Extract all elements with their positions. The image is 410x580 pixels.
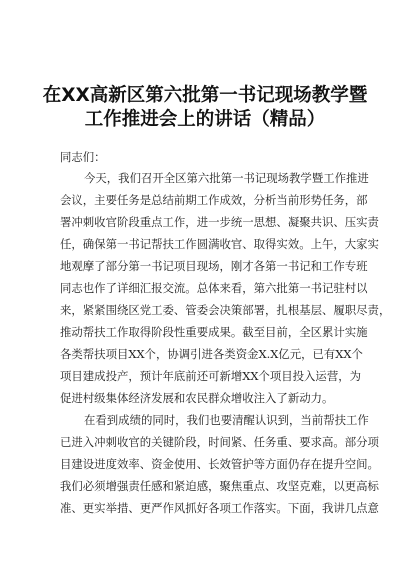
body-line: 准、更实举措、更严作风抓好各项工作落实。下面，我讲几点意 [60,501,379,515]
body-line: 促进村级集体经济发展和农民群众增收注入了新动力。 [60,391,334,405]
body-line: 来，紧紧围绕区党工委、管委会决策部署，扎根基层、履职尽责， [60,303,391,317]
body-line: 会议，主要任务是总结前期工作成效，分析当前形势任务，部 [60,193,368,207]
salutation: 同志们： [60,150,106,164]
body-line: 任，确保第一书记帮扶工作圆满收官、取得实效。上午，大家实 [60,237,379,251]
body-line: 今天，我们召开全区第六批第一书记现场教学暨工作推进 [84,171,369,185]
body-line: 我们必须增强责任感和紧迫感，聚焦重点、攻坚克难，以更高标 [60,479,379,493]
document-title-line-1: 在XX高新区第六批第一书记现场教学暨 [42,85,368,106]
body-line: 项目建成投产，预计年底前还可新增XX个项目投入运营，为 [60,369,361,383]
document-title-line-2: 工作推进会上的讲话（精品） [84,109,326,130]
body-line: 同志也作了详细汇报交流。总体来看，第六批第一书记驻村以 [60,281,368,295]
body-line: 地观摩了部分第一书记项目现场，刚才各第一书记和工作专班 [60,259,368,273]
body-line: 署冲刺收官阶段重点工作，进一步统一思想、凝聚共识、压实责 [60,215,379,229]
body-line: 推动帮扶工作取得阶段性重要成果。截至目前，全区累计实施 [60,325,368,339]
body-line: 已进入冲刺收官的关键阶段，时间紧、任务重、要求高。部分项 [60,435,379,449]
body-line: 各类帮扶项目XX个，协调引进各类资金X.X亿元，已有XX个 [60,347,363,361]
body-line: 目建设进度效率、资金使用、长效管护等方面仍存在提升空间。 [60,457,379,471]
body-line: 在看到成绩的同时，我们也要清醒认识到，当前帮扶工作 [84,413,369,427]
